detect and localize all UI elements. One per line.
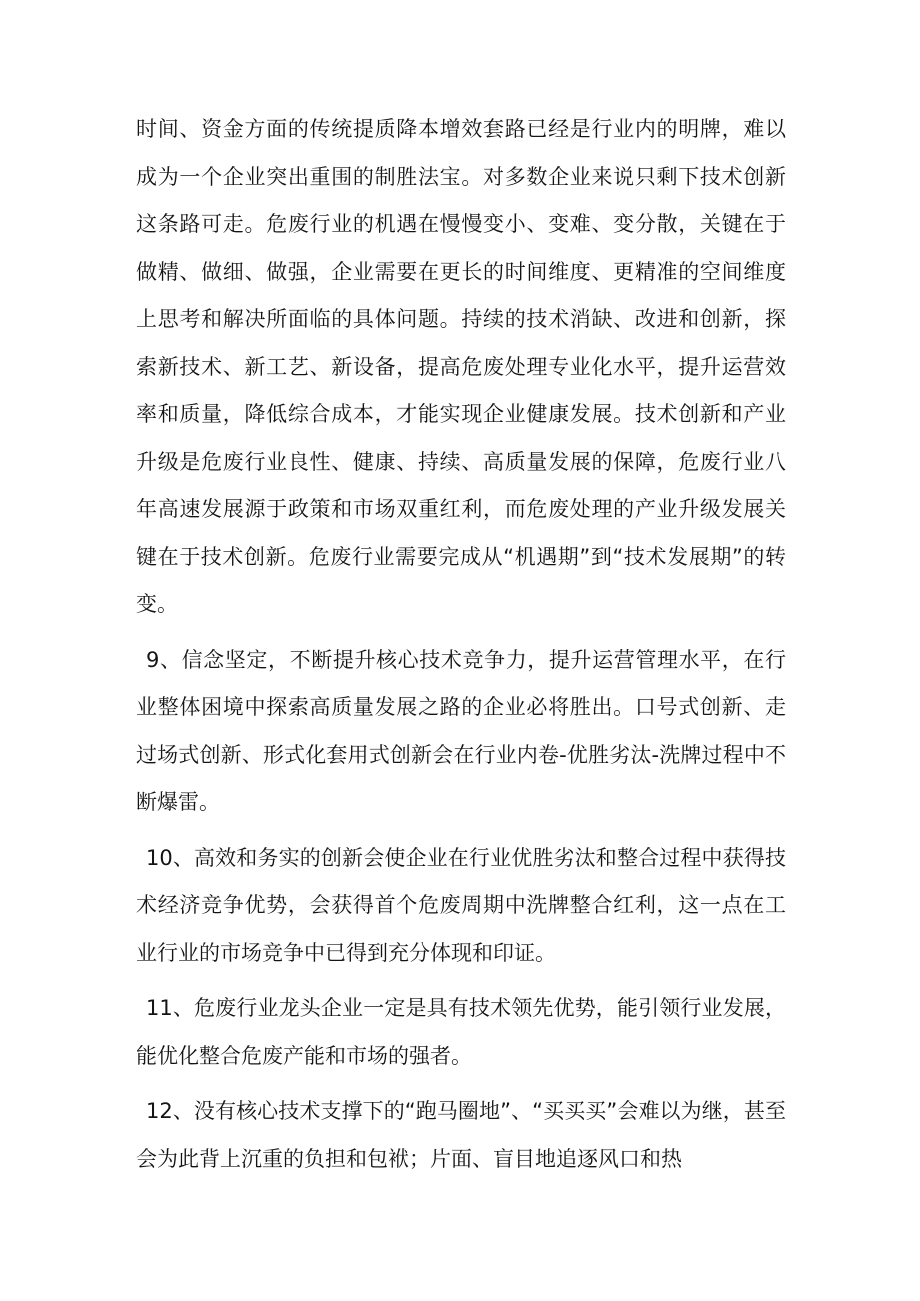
paragraph-item-12: 12、没有核心技术支撑下的“跑马圈地”、“买买买”会难以为继，甚至会为此背上沉重的负担和包袱；片面、盲目地追逐风口和热 xyxy=(136,1099,786,1171)
paragraph-item-9: 9、信念坚定，不断提升核心技术竞争力，提升运营管理水平，在行业整体困境中探索高质量发展之路的企业必将胜出。口号式创新、走过场式创新、形式化套用式创新会在行业内卷-优胜劣汰-洗牌过程中不断爆雷。 xyxy=(136,647,786,814)
paragraph-continuation: 时间、资金方面的传统提质降本增效套路已经是行业内的明牌，难以成为一个企业突出重围的制胜法宝。对多数企业来说只剩下技术创新这条路可走。危废行业的机遇在慢慢变小、变难、变分散，关键在于做精、做细、做强，企业需要在更长的时间维度、更精准的空间维度上思考和解决所面临的具体问题。持续的技术消缺、改进和创新，探索新技术、新工艺、新设备，提高危废处理专业化水平，提升运营效率和质量，降低综合成本，才能实现企业健康发展。技术创新和产业升级是危废行业良性、健康、持续、高质量发展的保障，危废行业八年高速发展源于政策和市场双重红利，而危废处理的产业升级发展关键在于技术创新。危废行业需要完成从“机遇期”到“技术发展期”的转变。 xyxy=(136,117,786,616)
paragraph-item-10: 10、高效和务实的创新会使企业在行业优胜劣汰和整合过程中获得技术经济竞争优势，会获得首个危废周期中洗牌整合红利，这一点在工业行业的市场竞争中已得到充分体现和印证。 xyxy=(136,845,786,965)
paragraph-item-11: 11、危废行业龙头企业一定是具有技术领先优势，能引领行业发展，能优化整合危废产能和市场的强者。 xyxy=(136,996,786,1068)
document-body xyxy=(136,106,786,1183)
